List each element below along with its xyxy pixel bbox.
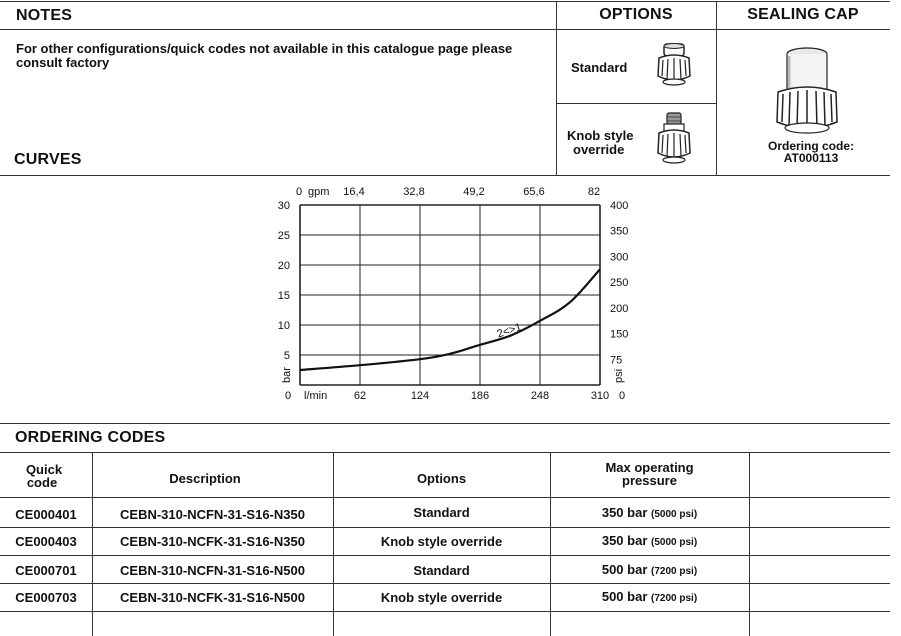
header-pressure-1: Max operating [605,460,694,475]
x-top-tick-label: 49,2 [463,186,485,198]
sealing-cap-ordering-code: AT000113 [783,151,839,165]
header-quick-2: code [26,475,58,490]
ordering-codes-title: ORDERING CODES [15,429,166,446]
x-tick-label: 62 [353,390,367,402]
notes-title: NOTES [16,7,73,24]
options-row-divider [556,103,716,104]
row-1-option: Standard [413,505,470,520]
x-top-axis-label: gpm [308,186,330,198]
option-knob-label-1: Knob style [567,128,634,143]
curve-annotation: 2<>1 [495,321,524,341]
col-divider-4 [749,452,750,636]
y-right-tick-label: 300 [610,251,629,264]
row-4-pressure [550,589,749,604]
row-2-description: CEBN-310-NCFK-31-S16-N350 [120,534,305,549]
row-1-psi: (5000 psi) [651,509,698,520]
y-right-tick-label: 250 [610,277,629,290]
y-right-tick-label: 200 [610,302,629,315]
row-3-code: CE000701 [15,563,77,578]
notes-text: For other configurations/quick codes not available in this catalogue page please consult factory [16,41,513,70]
row-divider-3 [0,583,890,584]
option-knob-label-2: override [573,142,625,157]
sealing-cap-icon [773,44,841,136]
y-axis-label: bar [281,367,293,383]
header-description: Description [169,471,241,486]
row-4-bar: 500 bar [601,589,648,604]
y-right-tick-label: 150 [610,328,629,341]
y-tick-label: 15 [277,290,290,302]
row-4-code: CE000703 [15,590,77,605]
x-axis-label: l/min [304,390,328,402]
row-4-option: Knob style override [380,590,503,605]
header-divider [0,29,890,30]
x-tick-label: 186 [470,390,490,402]
ordering-header-top [0,452,890,453]
y-tick-label: 5 [283,350,290,362]
x-tick-label: 248 [530,390,550,402]
y-tick-label: 25 [277,230,290,242]
y-right-axis-label: psi [613,368,625,383]
row-4-description: CEBN-310-NCFK-31-S16-N500 [120,590,305,605]
row-1-bar: 350 bar [601,505,648,520]
option-standard-label: Standard [571,60,628,75]
row-3-bar: 500 bar [601,562,648,577]
row-3-description: CEBN-310-NCFN-31-S16-N500 [120,563,305,578]
header-quick-1: Quick [25,462,63,477]
x-tick-label: 124 [410,390,430,402]
standard-cap-icon [654,42,694,88]
row-2-bar: 350 bar [601,533,648,548]
row-4-psi: (7200 psi) [651,593,698,604]
y-tick-label: 30 [277,200,290,212]
x-top-tick-label: 82 [587,186,601,198]
x-top-tick-label: 0 [296,186,303,198]
sealing-cap-ordering-label: Ordering code: [767,139,854,153]
header-pressure-2: pressure [622,473,677,488]
header-options: Options [416,471,467,486]
y-tick-label: 20 [277,260,290,272]
row-1-code: CE000401 [15,507,77,522]
x-top-tick-label: 65,6 [523,186,545,198]
x-tick-label: 0 [284,390,292,402]
x-tick-label: 310 [590,390,610,402]
pressure-drop-chart [0,176,901,408]
row-2-code: CE000403 [15,534,77,549]
ordering-top-border [0,423,890,424]
top-border [0,1,890,2]
row-2-pressure [550,533,749,548]
y-right-tick-label: 400 [610,200,629,212]
sealing-cap-title: SEALING CAP [747,6,859,23]
options-title: OPTIONS [599,6,673,23]
row-divider-2 [0,555,890,556]
row-divider-4 [0,611,890,612]
x-top-tick-label: 32,8 [403,186,425,198]
curves-title: CURVES [14,151,82,168]
y-right-tick-label: 350 [610,225,629,238]
row-divider-1 [0,527,890,528]
row-2-psi: (5000 psi) [651,537,698,548]
row-3-pressure [550,562,749,577]
row-1-description: CEBN-310-NCFN-31-S16-N350 [120,507,305,522]
x-top-tick-label: 16,4 [343,186,365,198]
row-2-option: Knob style override [380,534,503,549]
knob-cap-icon [654,111,694,167]
ordering-header-bottom [0,497,890,498]
row-3-psi: (7200 psi) [651,566,698,577]
notes-options-divider [556,1,557,175]
row-1-pressure [550,505,749,520]
y-right-tick-label: 75 [610,354,623,367]
row-3-option: Standard [413,563,470,578]
y-right-tick-label: 0 [619,390,626,402]
y-tick-label: 10 [277,320,290,332]
